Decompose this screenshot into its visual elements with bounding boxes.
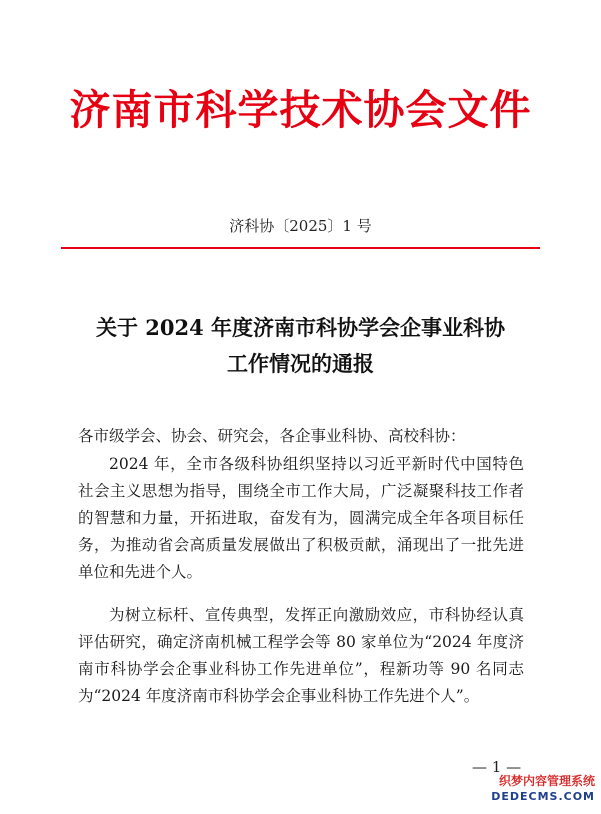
notice-title-line-2: 工作情况的通报	[227, 351, 374, 376]
page-number: — 1 —	[472, 758, 522, 776]
notice-title-line-1: 关于 2024 年度济南市科协学会企事业科协	[95, 315, 506, 340]
notice-title	[0, 310, 601, 382]
org-header-title: 济南市科学技术协会文件	[69, 86, 532, 134]
watermark-text-en: DEDECMS.COM	[491, 790, 595, 803]
watermark-text-cn: 织梦内容管理系统	[498, 774, 595, 788]
addressee-line: 各市级学会、协会、研究会，各企事业科协、高校科协：	[78, 427, 466, 445]
document-number: 济科协〔2025〕1 号	[229, 217, 372, 235]
red-divider-line	[61, 247, 540, 249]
body-paragraph-1: 2024 年，全市各级科协组织坚持以习近平新时代中国特色社会主义思想为指导，围绕全市工作大局，广泛凝聚科技工作者的智慧和力量，开拓进取，奋发有为，圆满完成全年各项目标任务，为推动省会高质量发展做出了积极贡献，涌现出了一批先进单位和先进个人。	[78, 455, 524, 581]
site-watermark	[491, 774, 595, 804]
body-paragraph-2: 为树立标杆、宣传典型，发挥正向激励效应，市科协经认真评估研究，确定济南机械工程学会等 80 家单位为“2024 年度济南市科协学会企事业科协工作先进单位”，程新功等 90 名同志为“2024 年度济南市科协学会企事业科协工作先进个人”。	[78, 606, 524, 705]
